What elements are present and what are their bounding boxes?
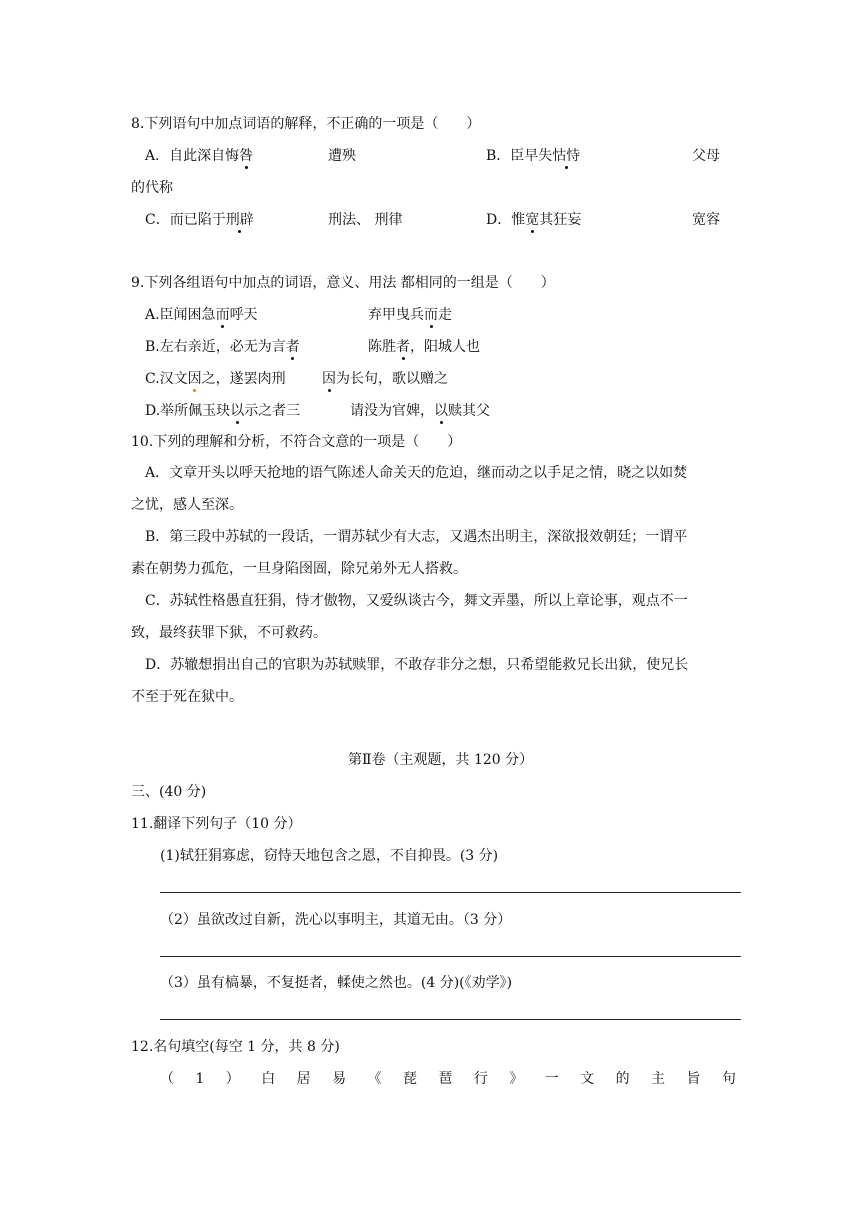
q10-option-b-line2: 素在朝势力孤危，一旦身陷囹圄，除兄弟外无人搭救。 bbox=[131, 561, 467, 577]
q8-b-meaning-continued: 的代称 bbox=[131, 180, 173, 196]
q11-sentence-3: （3）虽有槁暴，不复挺者，輮使之然也。(4 分)(《劝学》) bbox=[160, 975, 513, 991]
q8-b-dotted-word: 怙恃 bbox=[552, 148, 581, 164]
q8-c-meaning: 刑法、 刑律 bbox=[328, 212, 403, 228]
q10-option-a-line1: A．文章开头以呼天抢地的语气陈述人命关天的危迫，继而动之以手足之情，晓之以如焚 bbox=[145, 465, 688, 481]
q8-d-meaning: 宽容 bbox=[692, 212, 720, 228]
q9-c-left-dotted: 因 bbox=[187, 371, 202, 387]
q12-stem: 12.名句填空(每空 1 分，共 8 分) bbox=[131, 1039, 340, 1055]
q8-a-meaning: 遭殃 bbox=[328, 148, 356, 164]
q8-option-c: C．而已陷于刑辟 bbox=[145, 212, 254, 228]
q9-a-right: 弃甲曳兵而走 bbox=[368, 307, 452, 323]
q9-a-left: A.臣闻困急而呼天 bbox=[145, 307, 258, 323]
q10-option-b-line1: B．第三段中苏轼的一段话，一谓苏轼少有大志，又遇杰出明主，深欲报效朝廷；一谓平 bbox=[145, 529, 688, 545]
q9-c-right-dotted: 因 bbox=[322, 371, 336, 387]
q8-stem: 8.下列语句中加点词语的解释，不正确的一项是（ ） bbox=[131, 116, 481, 132]
q9-b-left-dotted: 者 bbox=[285, 339, 300, 355]
q8-option-b: B．臣早失怙恃 bbox=[486, 148, 581, 164]
q11-sentence-2: （2）虽欲改过自新，洗心以事明主，其道无由。（3 分） bbox=[160, 912, 512, 928]
q8-d-dotted-word: 宽 bbox=[525, 212, 540, 228]
q9-a-right-dotted: 而 bbox=[424, 307, 438, 323]
q9-b-right: 陈胜者，阳城人也 bbox=[368, 339, 480, 355]
q9-stem: 9.下列各组语句中加点的词语，意义、用法 都相同的一组是（ ） bbox=[131, 275, 555, 291]
q11-sentence-1: (1)轼狂狷寡虑，窃恃天地包含之恩，不自抑畏。(3 分) bbox=[160, 848, 499, 864]
q12-sentence-1: （ 1 ） 白 居 易 《 琵 琶 行 》 一 文 的 主 旨 句 bbox=[160, 1071, 736, 1087]
q8-option-d: D．惟宽其狂妄 bbox=[486, 212, 582, 228]
q9-b-left: B.左右亲近，必无为言者 bbox=[145, 339, 300, 355]
part2-title: 第Ⅱ卷（主观题，共 120 分） bbox=[348, 752, 534, 768]
q8-b-meaning: 父母 bbox=[692, 148, 720, 164]
q10-option-a-line2: 之忧，感人至深。 bbox=[131, 497, 243, 513]
q11-stem: 11.翻译下列句子（10 分） bbox=[131, 816, 302, 832]
q9-c-left: C.汉文因之，遂罢肉刑 bbox=[145, 371, 286, 387]
q11-answer-line-1[interactable] bbox=[160, 892, 741, 893]
q10-option-c-line1: C．苏轼性格愚直狂狷，恃才傲物，又爱纵谈古今，舞文弄墨，所以上章论事，观点不一 bbox=[145, 593, 688, 609]
q10-stem: 10.下列的理解和分析，不符合文意的一项是（ ） bbox=[131, 434, 462, 450]
q9-a-left-dotted: 而 bbox=[215, 307, 230, 323]
section-three-heading: 三、(40 分) bbox=[131, 784, 207, 800]
q11-answer-line-3[interactable] bbox=[160, 1019, 741, 1020]
q10-option-c-line2: 致，最终获罪下狱，不可救药。 bbox=[131, 625, 327, 641]
q9-c-right: 因为长句，歌以赠之 bbox=[322, 371, 448, 387]
q9-d-right: 请没为官婢，以赎其父 bbox=[350, 403, 490, 419]
q9-d-left: D.举所佩玉玦以示之者三 bbox=[145, 403, 301, 419]
q10-option-d-line2: 不至于死在狱中。 bbox=[131, 689, 243, 705]
q8-a-dotted-word: 咎 bbox=[239, 148, 254, 164]
q9-b-right-dotted: 者 bbox=[396, 339, 410, 355]
q9-d-left-dotted: 以 bbox=[230, 403, 245, 419]
q8-c-dotted-word: 刑辟 bbox=[225, 212, 254, 228]
q9-d-right-dotted: 以 bbox=[434, 403, 448, 419]
q11-answer-line-2[interactable] bbox=[160, 956, 741, 957]
q8-option-a: A．自此深自悔咎 bbox=[145, 148, 254, 164]
q10-option-d-line1: D．苏辙想捐出自己的官职为苏轼赎罪，不敢存非分之想，只希望能救兄长出狱，使兄长 bbox=[145, 657, 689, 673]
